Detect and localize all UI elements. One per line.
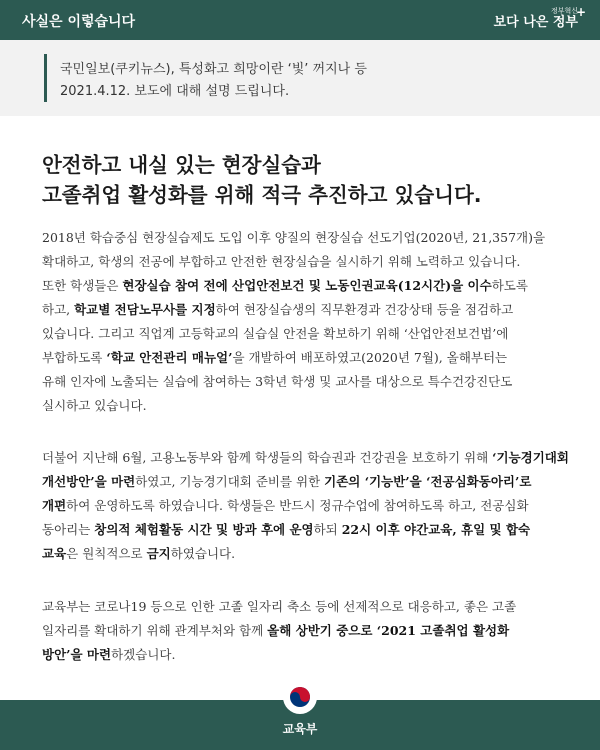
text-line	[42, 470, 572, 494]
notice-line-1: 국민일보(쿠키뉴스), 특성화고 희망이란 ‘빛’ 꺼지나 등	[60, 62, 367, 77]
text-line	[42, 322, 572, 346]
body-text: 하되	[313, 522, 342, 537]
report-notice-box	[0, 40, 600, 116]
emphasis-text: 현장실습 참여 전에 산업안전보건 및 노동인권교육(12시간)을 이수	[122, 278, 492, 293]
emphasis-text: 창의적 체험활동 시간 및 방과 후에 운영	[94, 522, 314, 537]
body-text: 하겠습니다.	[111, 647, 176, 662]
notice-accent-bar	[44, 54, 47, 102]
body-text: 하였고, 기능경기대회 준비를 위한	[135, 474, 325, 489]
body-text: 더불어 지난해 6월, 고용노동부와 함께 학생들의 학습권과 건강권을 보호하기 위해	[42, 450, 493, 465]
emphasis-text: 개선방안’을 마련	[42, 474, 136, 489]
body-text: 교육부는 코로나19 등으로 인한 고졸 일자리 축소 등에 선제적으로 대응하고, 좋은 고졸	[42, 599, 517, 614]
text-line	[42, 619, 572, 643]
ministry-name: 교육부	[282, 722, 318, 736]
body-text: 하도록	[491, 278, 528, 293]
body-text: 하여 현장실습생의 직무환경과 건강상태 등을 점검하고	[215, 302, 514, 317]
body-text: 유해 인자에 노출되는 실습에 참여하는 3학년 학생 및 교사를 대상으로 특수건강진단도	[42, 374, 513, 389]
headline-line-1: 안전하고 내실 있는 현장실습과	[42, 153, 321, 177]
text-line	[42, 494, 572, 518]
headline	[42, 150, 572, 210]
text-line	[42, 274, 572, 298]
emphasis-text: 개편	[42, 498, 67, 513]
headline-line-2: 고졸취업 활성화를 위해 적극 추진하고 있습니다.	[42, 183, 482, 207]
paragraph-1	[42, 226, 572, 418]
body-text: 있습니다. 그리고 직업계 고등학교의 실습실 안전을 확보하기 위해 ‘산업안전보건법’에	[42, 326, 509, 341]
text-line	[42, 298, 572, 322]
notice-line-2: 2021.4.12. 보도에 대해 설명 드립니다.	[60, 84, 290, 99]
emphasis-text: ‘학교 안전관리 매뉴얼’	[106, 350, 233, 365]
government-innovation-logo	[493, 5, 586, 31]
text-line	[42, 518, 572, 542]
logo-small-text: 정부혁신	[550, 7, 578, 15]
text-line	[42, 643, 572, 667]
taegeuk-emblem-icon	[283, 680, 317, 714]
emphasis-text: 기존의 ‘기능반’을 ‘전공심화동아리’로	[324, 474, 532, 489]
text-line	[42, 370, 572, 394]
text-line	[42, 446, 572, 470]
paragraph-2	[42, 446, 572, 566]
body-text: 은 원칙적으로	[66, 546, 147, 561]
text-line	[42, 346, 572, 370]
emphasis-text: ‘기능경기대회	[492, 450, 569, 465]
logo-plus-icon: +	[575, 5, 586, 19]
emphasis-text: 학교별 전담노무사를 지정	[74, 302, 216, 317]
text-line	[42, 226, 572, 250]
text-line	[42, 542, 572, 566]
body-text: 동아리는	[42, 522, 95, 537]
body-text: 실시하고 있습니다.	[42, 398, 147, 413]
emphasis-text: 올해 상반기 중으로 ‘2021 고졸취업 활성화	[267, 623, 510, 638]
emphasis-text: 22시 이후 야간교육, 휴일 및 합숙	[341, 522, 531, 537]
body-text: 일자리를 확대하기 위해 관계부처와 함께	[42, 623, 268, 638]
emphasis-text: 금지	[146, 546, 171, 561]
paragraph-3	[42, 595, 572, 667]
text-line	[42, 250, 572, 274]
body-text: 확대하고, 학생의 전공에 부합하고 안전한 현장실습을 실시하기 위해 노력하고 있습니다.	[42, 254, 521, 269]
body-text: 하였습니다.	[170, 546, 236, 561]
emphasis-text: 교육	[42, 546, 67, 561]
body-text: 또한 학생들은	[42, 278, 123, 293]
logo-big-text: 보다 나은 정부	[493, 15, 578, 30]
body-text: 하여 운영하도록 하였습니다. 학생들은 반드시 정규수업에 참여하도록 하고, 전공심화	[66, 498, 529, 513]
text-line	[42, 595, 572, 619]
body-text: 을 개발하여 배포하였고(2020년 7월), 올해부터는	[232, 350, 508, 365]
body-text: 하고,	[42, 302, 75, 317]
header-bar	[0, 0, 600, 40]
body-text: 2018년 학습중심 현장실습제도 도입 이후 양질의 현장실습 선도기업(2020년, 21,357개)을	[42, 230, 546, 245]
text-line	[42, 394, 572, 418]
emphasis-text: 방안’을 마련	[42, 647, 112, 662]
body-text: 부합하도록	[42, 350, 107, 365]
header-title: 사실은 이렇습니다	[22, 14, 136, 30]
